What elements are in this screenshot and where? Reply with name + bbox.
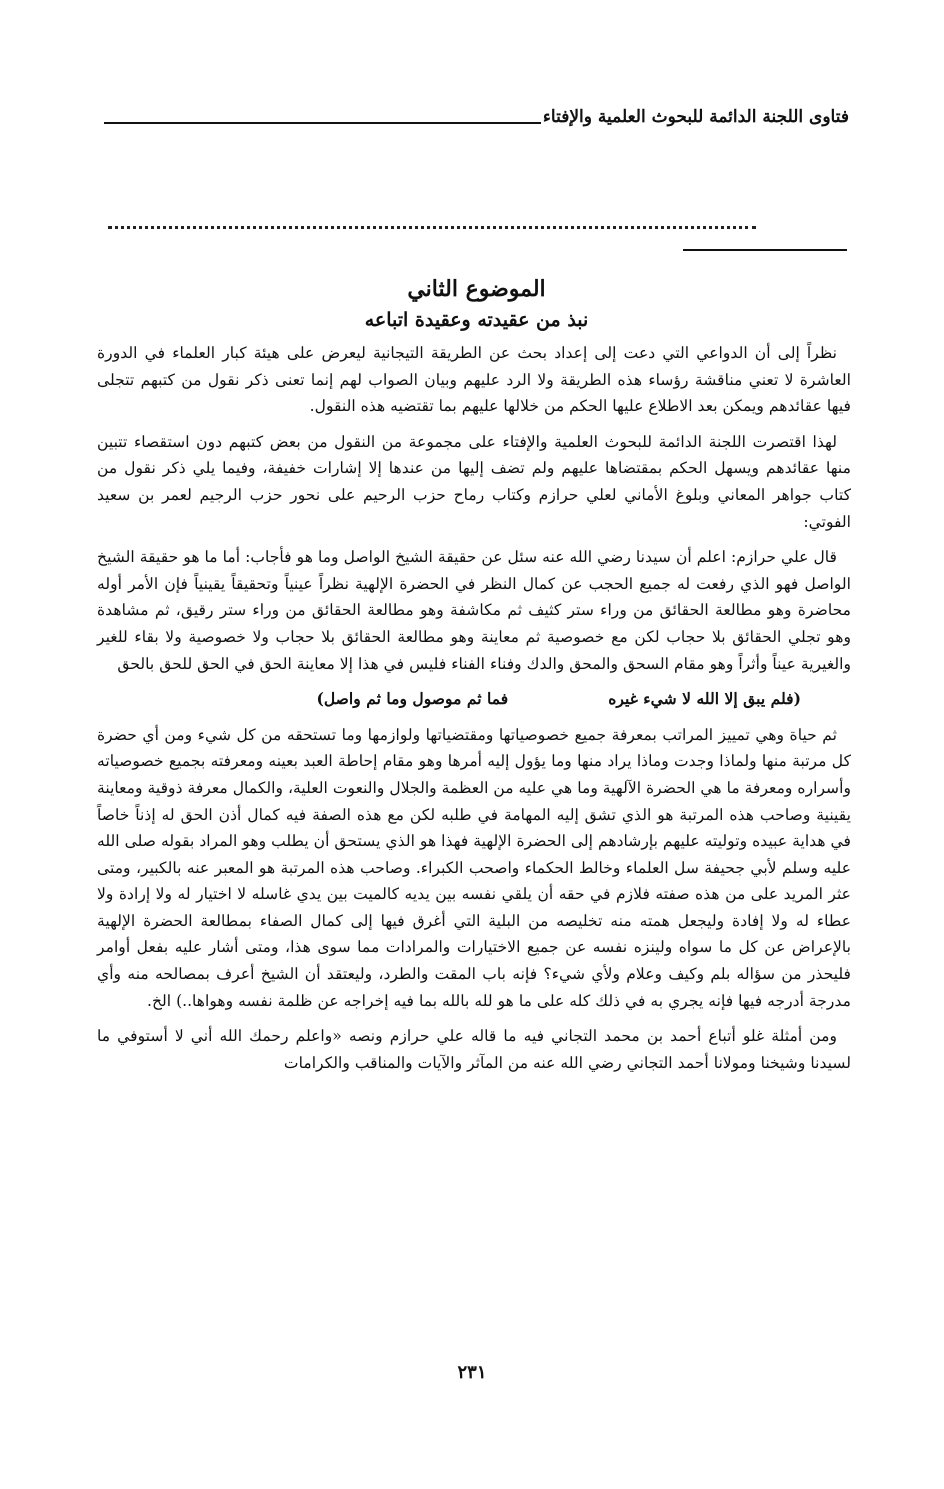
dotted-separator — [108, 226, 756, 229]
header-rule — [104, 122, 541, 124]
paragraph: ومن أمثلة غلو أتباع أحمد بن محمد التجاني فيه ما قاله علي حرازم ونصه «واعلم رحمك الله أني لا أستوفي ما لسيدنا وشيخنا ومولانا أحمد التجاني رضي الله عنه من المآثر والآيات والمناقب والكرامات — [97, 1027, 851, 1072]
body-text — [97, 340, 851, 1076]
paragraph: قال علي حرازم: اعلم أن سيدنا رضي الله عنه سئل عن حقيقة الشيخ الواصل وما هو فأجاب: أما ما هو حقيقة الشيخ الواصل فهو الذي رفعت له جميع الحجب عن كمال النظر في الحضرة الإلهية نظراً عينياً وتحقيقاً يقينياً فإن الأمر أوله محاضرة وهو مطالعة الحقائق من وراء ستر كثيف ثم مكاشفة وهو مطالعة الحقائق من وراء ستر رقيق، ثم مشاهدة وهو تجلي الحقائق بلا حجاب لكن مع خصوصية ثم معاينة وهو مطالعة الحقائق بلا حجاب ولا خصوصية ولا بقاء للغير والغيرية عيناً وأثراً وهو مقام السحق والمحق والدك وفناء الفناء فليس في هذا إلا معاينة الحق في الحق للحق بالحق — [97, 548, 851, 673]
verse-first-hemistich: (فلم يبق إلا الله لا شيء غيره — [608, 689, 801, 709]
paragraph: لهذا اقتصرت اللجنة الدائمة للبحوث العلمية والإفتاء على مجموعة من النقول من بعض كتبهم دون استقصاء تتبين منها عقائدهم ويسهل الحكم بمقتضاها عليهم ولم تضف إليها من عندها إلا إشارات خفيفة، وفيما يلي ذكر نقول من كتاب جواهر المعاني وبلوغ الأماني لعلي حرازم وكتاب رماح حزب الرحيم على نحور حزب الرجيم لعمر بن سعيد الفوتي: — [97, 432, 851, 531]
verse-second-hemistich: فما ثم موصول وما ثم واصل) — [316, 689, 509, 709]
page-number: ٢٣١ — [457, 1362, 487, 1383]
running-header-title: فتاوى اللجنة الدائمة للبحوث العلمية والإفتاء — [542, 107, 849, 127]
poem-verse — [97, 686, 851, 713]
paragraph: نظراً إلى أن الدواعي التي دعت إلى إعداد بحث عن الطريقة التيجانية ليعرض على هيئة كبار العلماء في الدورة العاشرة لا تعني مناقشة رؤساء هذه الطريقة ولا الرد عليهم وبيان الصواب لهم إنما تعنى ذكر نقول من كتبهم تتجلى فيها عقائدهم ويمكن بعد الاطلاع عليها الحكم من خلالها عليهم بما تقتضيه هذه النقول. — [97, 344, 851, 416]
section-subtitle: نبذ من عقيدته وعقيدة اتباعه — [364, 309, 589, 331]
running-header — [104, 98, 849, 128]
section-title: الموضوع الثاني — [407, 276, 546, 302]
section-rule — [683, 249, 847, 251]
paragraph: ثم حياة وهي تمييز المراتب بمعرفة جميع خصوصياتها ومقتضياتها ولوازمها وما تستحقه من كل شيء ومن أي حضرة كل مرتبة منها ولماذا وجدت وماذا يراد منها وما يؤول إليه أمرها وهو مقام إحاطة العبد بعينه ومعرفته بجميع خصوصياته وأسراره ومعرفة ما هي الحضرة الآلهية وما هي عليه من العظمة والجلال والنعوت العلية، والكمال معرفة ذوقية ومعاينة يقينية وصاحب هذه المرتبة هو الذي تشق إليه المهامة في طلبه لكن مع هذه الصفة فيه كمال أذن الحق له إذناً خاصاً في هداية عبيده وتوليته عليهم بإرشادهم إلى الحضرة الإلهية فهذا هو الذي يستحق أن يطلب وهو المراد بقوله صلى الله عليه وسلم لأبي جحيفة سل العلماء وخالط الحكماء واصحب الكبراء. وصاحب هذه المرتبة هو المعبر عنه بالكبير، ومتى عثر المريد على من هذه صفته فلازم في حقه أن يلقي نفسه بين يديه كالميت بين يدي غاسله لا اختيار له ولا إرادة ولا عطاء له ولا إفادة وليجعل همته منه تخليصه من البلية التي أغرق فيها إلى كمال الصفاء بمطالعة الحضرة الإلهية بالإعراض عن كل ما سواه ولينزه نفسه عن جميع الاختيارات والمرادات مما سوى هذا، ومتى أشار عليه بفعل أوامر فليحذر من سؤاله بلم وكيف وعلام ولأي شيء؟ فإنه باب المقت والطرد، وليعتقد أن الشيخ أعرف بمصالحه منه وأي مدرجة أدرجه فيها فإنه يجري به في ذلك كله على ما هو لله بالله بما فيه إخراجه عن ظلمة نفسه وهواها..) الخ. — [97, 725, 852, 1010]
